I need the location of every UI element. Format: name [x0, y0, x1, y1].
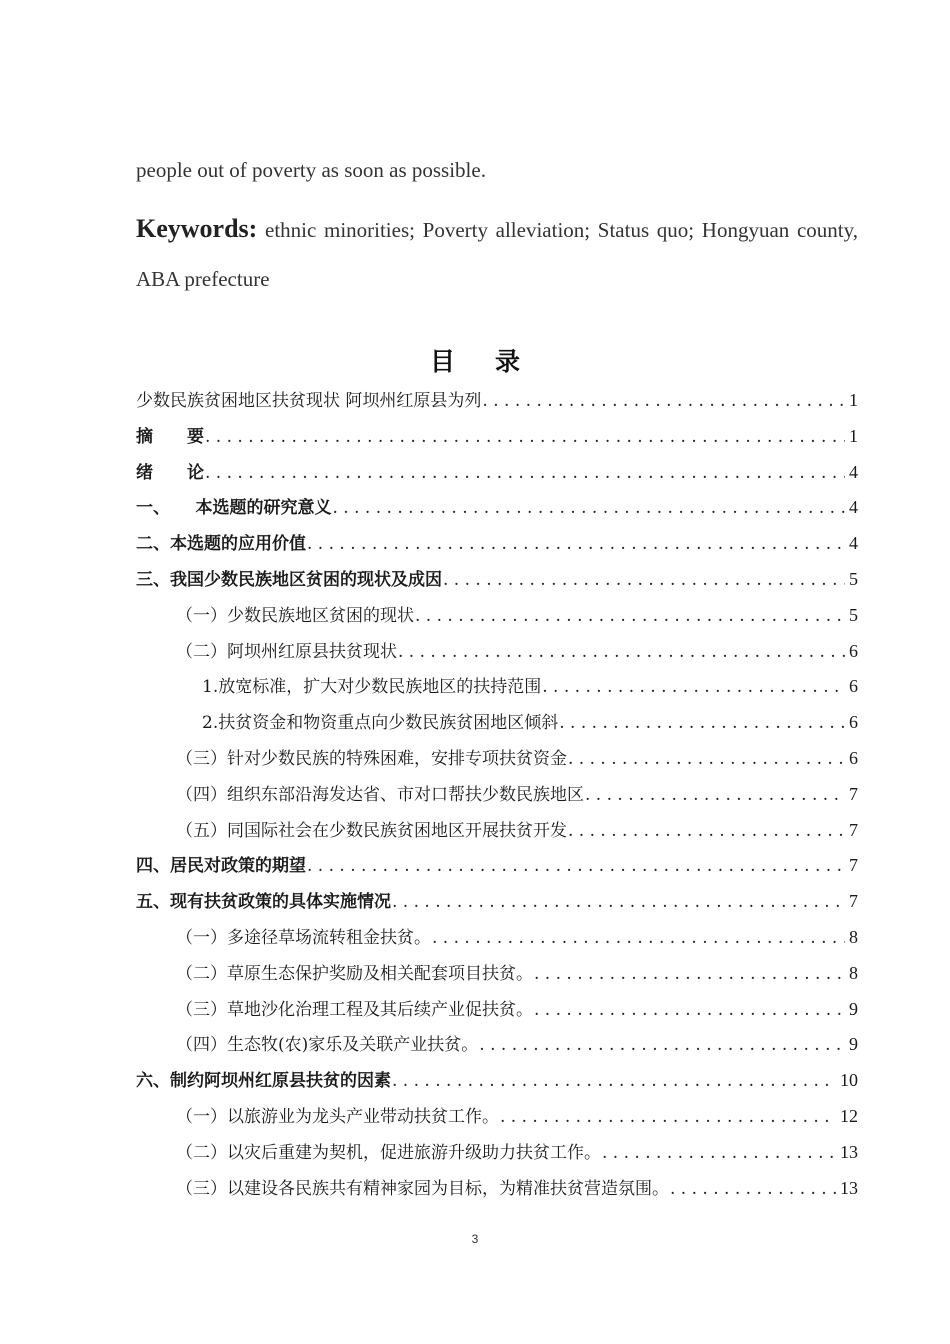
- toc-entry-text: 三、我国少数民族地区贫困的现状及成因: [136, 569, 442, 590]
- toc-entry-text: 2.扶贫资金和物资重点向少数民族贫困地区倾斜: [202, 713, 559, 734]
- toc-entry[interactable]: [136, 851, 858, 887]
- toc-entry-page: 4: [849, 533, 858, 554]
- toc-entry-page: 5: [849, 568, 858, 589]
- toc-entry-text: （五）同国际社会在少数民族贫困地区开展扶贫开发: [176, 820, 567, 841]
- toc-entry-text: 二、本选题的应用价值: [136, 534, 306, 555]
- toc-entry[interactable]: [136, 672, 858, 708]
- toc-entry[interactable]: [136, 565, 858, 601]
- toc-entry-page: 13: [840, 1177, 858, 1198]
- keywords-text: ethnic minorities; Poverty alleviation; Status quo; Hongyuan county, ABA prefecture: [136, 218, 858, 291]
- dot-leader: [479, 1035, 845, 1055]
- toc-entry-page: 7: [849, 819, 858, 840]
- dot-leader: [559, 713, 845, 733]
- dot-leader: [602, 1143, 836, 1163]
- dot-leader: [205, 463, 845, 483]
- toc-entry-text: （四）生态牧(农)家乐及关联产业扶贫。: [176, 1035, 479, 1056]
- toc-entry[interactable]: [136, 386, 858, 422]
- page-number: 3: [471, 1232, 479, 1246]
- toc-entry-page: 1: [849, 425, 858, 446]
- toc-entry-text: 绪 论: [136, 462, 204, 483]
- keywords-paragraph: [136, 204, 858, 304]
- toc-entry-page: 7: [849, 855, 858, 876]
- toc-entry-page: 4: [849, 497, 858, 518]
- dot-leader: [585, 785, 845, 805]
- toc-entry-text: 一、 本选题的研究意义: [136, 498, 332, 519]
- dot-leader: [307, 534, 845, 554]
- toc-entry-page: 7: [849, 891, 858, 912]
- toc-entry[interactable]: [136, 1102, 858, 1138]
- toc-entry[interactable]: [136, 1138, 858, 1174]
- toc-entry[interactable]: [136, 923, 858, 959]
- toc-entry[interactable]: [136, 816, 858, 852]
- toc-entry-page: 8: [849, 926, 858, 947]
- toc-entry-page: 13: [840, 1141, 858, 1162]
- dot-leader: [432, 928, 845, 948]
- toc-entry-text: （二）草原生态保护奖励及相关配套项目扶贫。: [176, 963, 533, 984]
- toc-entry-text: 五、现有扶贫政策的具体实施情况: [136, 892, 391, 913]
- toc-entry[interactable]: [136, 959, 858, 995]
- toc-entry[interactable]: [136, 744, 858, 780]
- dot-leader: [534, 1000, 845, 1020]
- toc-entry[interactable]: [136, 1030, 858, 1066]
- toc-entry[interactable]: [136, 637, 858, 673]
- toc-entry[interactable]: [136, 1174, 858, 1210]
- dot-leader: [392, 1071, 836, 1091]
- toc-entry-text: （三）以建设各民族共有精神家园为目标，为精准扶贫营造氛围。: [176, 1178, 669, 1199]
- toc-entry-text: （四）组织东部沿海发达省、市对口帮扶少数民族地区: [176, 784, 584, 805]
- dot-leader: [307, 856, 845, 876]
- toc-entry-page: 9: [849, 998, 858, 1019]
- toc-entry[interactable]: [136, 1066, 858, 1102]
- toc-entry-text: （一）以旅游业为龙头产业带动扶贫工作。: [176, 1106, 499, 1127]
- toc-entry-text: （一）多途径草场流转租金扶贫。: [176, 927, 431, 948]
- toc-title: 目录: [429, 347, 560, 376]
- toc-entry-page: 6: [849, 676, 858, 697]
- toc-entry-page: 1: [849, 390, 858, 410]
- toc-entry[interactable]: [136, 529, 858, 565]
- toc-entry-page: 6: [849, 640, 858, 661]
- toc-entry-text: 四、居民对政策的期望: [136, 856, 306, 877]
- toc-entry[interactable]: [136, 601, 858, 637]
- toc-entry[interactable]: [136, 780, 858, 816]
- dot-leader: [542, 677, 845, 697]
- toc-entry-text: （二）阿坝州红原县扶贫现状: [176, 641, 397, 662]
- table-of-contents: [136, 386, 858, 1209]
- toc-entry-text: 六、制约阿坝州红原县扶贫的因素: [136, 1071, 391, 1092]
- abstract-tail-text: people out of poverty as soon as possible.: [136, 158, 486, 182]
- toc-entry-page: 9: [849, 1034, 858, 1055]
- toc-entry-text: 少数民族贫困地区扶贫现状 阿坝州红原县为列: [136, 391, 482, 411]
- toc-entry-text: 1.放宽标准，扩大对少数民族地区的扶持范围: [202, 677, 542, 698]
- toc-entry-page: 10: [840, 1070, 858, 1091]
- toc-entry[interactable]: [136, 708, 858, 744]
- toc-entry-page: 6: [849, 747, 858, 768]
- dot-leader: [398, 642, 845, 662]
- toc-entry-page: 6: [849, 712, 858, 733]
- toc-entry[interactable]: [136, 995, 858, 1031]
- dot-leader: [670, 1179, 836, 1199]
- toc-entry-page: 7: [849, 783, 858, 804]
- toc-entry-page: 8: [849, 962, 858, 983]
- dot-leader: [482, 391, 845, 411]
- toc-entry-page: 4: [849, 461, 858, 482]
- dot-leader: [500, 1107, 836, 1127]
- keywords-label: Keywords:: [136, 214, 258, 243]
- toc-entry[interactable]: [136, 887, 858, 923]
- dot-leader: [415, 606, 845, 626]
- dot-leader: [568, 749, 845, 769]
- dot-leader: [568, 821, 845, 841]
- toc-entry-text: （二）以灾后重建为契机，促进旅游升级助力扶贫工作。: [176, 1142, 601, 1163]
- dot-leader: [392, 892, 845, 912]
- dot-leader: [534, 964, 845, 984]
- toc-entry[interactable]: [136, 422, 858, 458]
- toc-entry-text: （三）针对少数民族的特殊困难，安排专项扶贫资金: [176, 748, 567, 769]
- toc-entry-page: 5: [849, 604, 858, 625]
- dot-leader: [205, 427, 845, 447]
- toc-entry-page: 12: [840, 1105, 858, 1126]
- toc-entry-text: （一）少数民族地区贫困的现状: [176, 605, 414, 626]
- toc-entry-text: 摘 要: [136, 426, 204, 447]
- dot-leader: [443, 570, 845, 590]
- toc-entry[interactable]: [136, 493, 858, 529]
- dot-leader: [333, 498, 846, 518]
- toc-entry-text: （三）草地沙化治理工程及其后续产业促扶贫。: [176, 999, 533, 1020]
- toc-entry[interactable]: [136, 458, 858, 494]
